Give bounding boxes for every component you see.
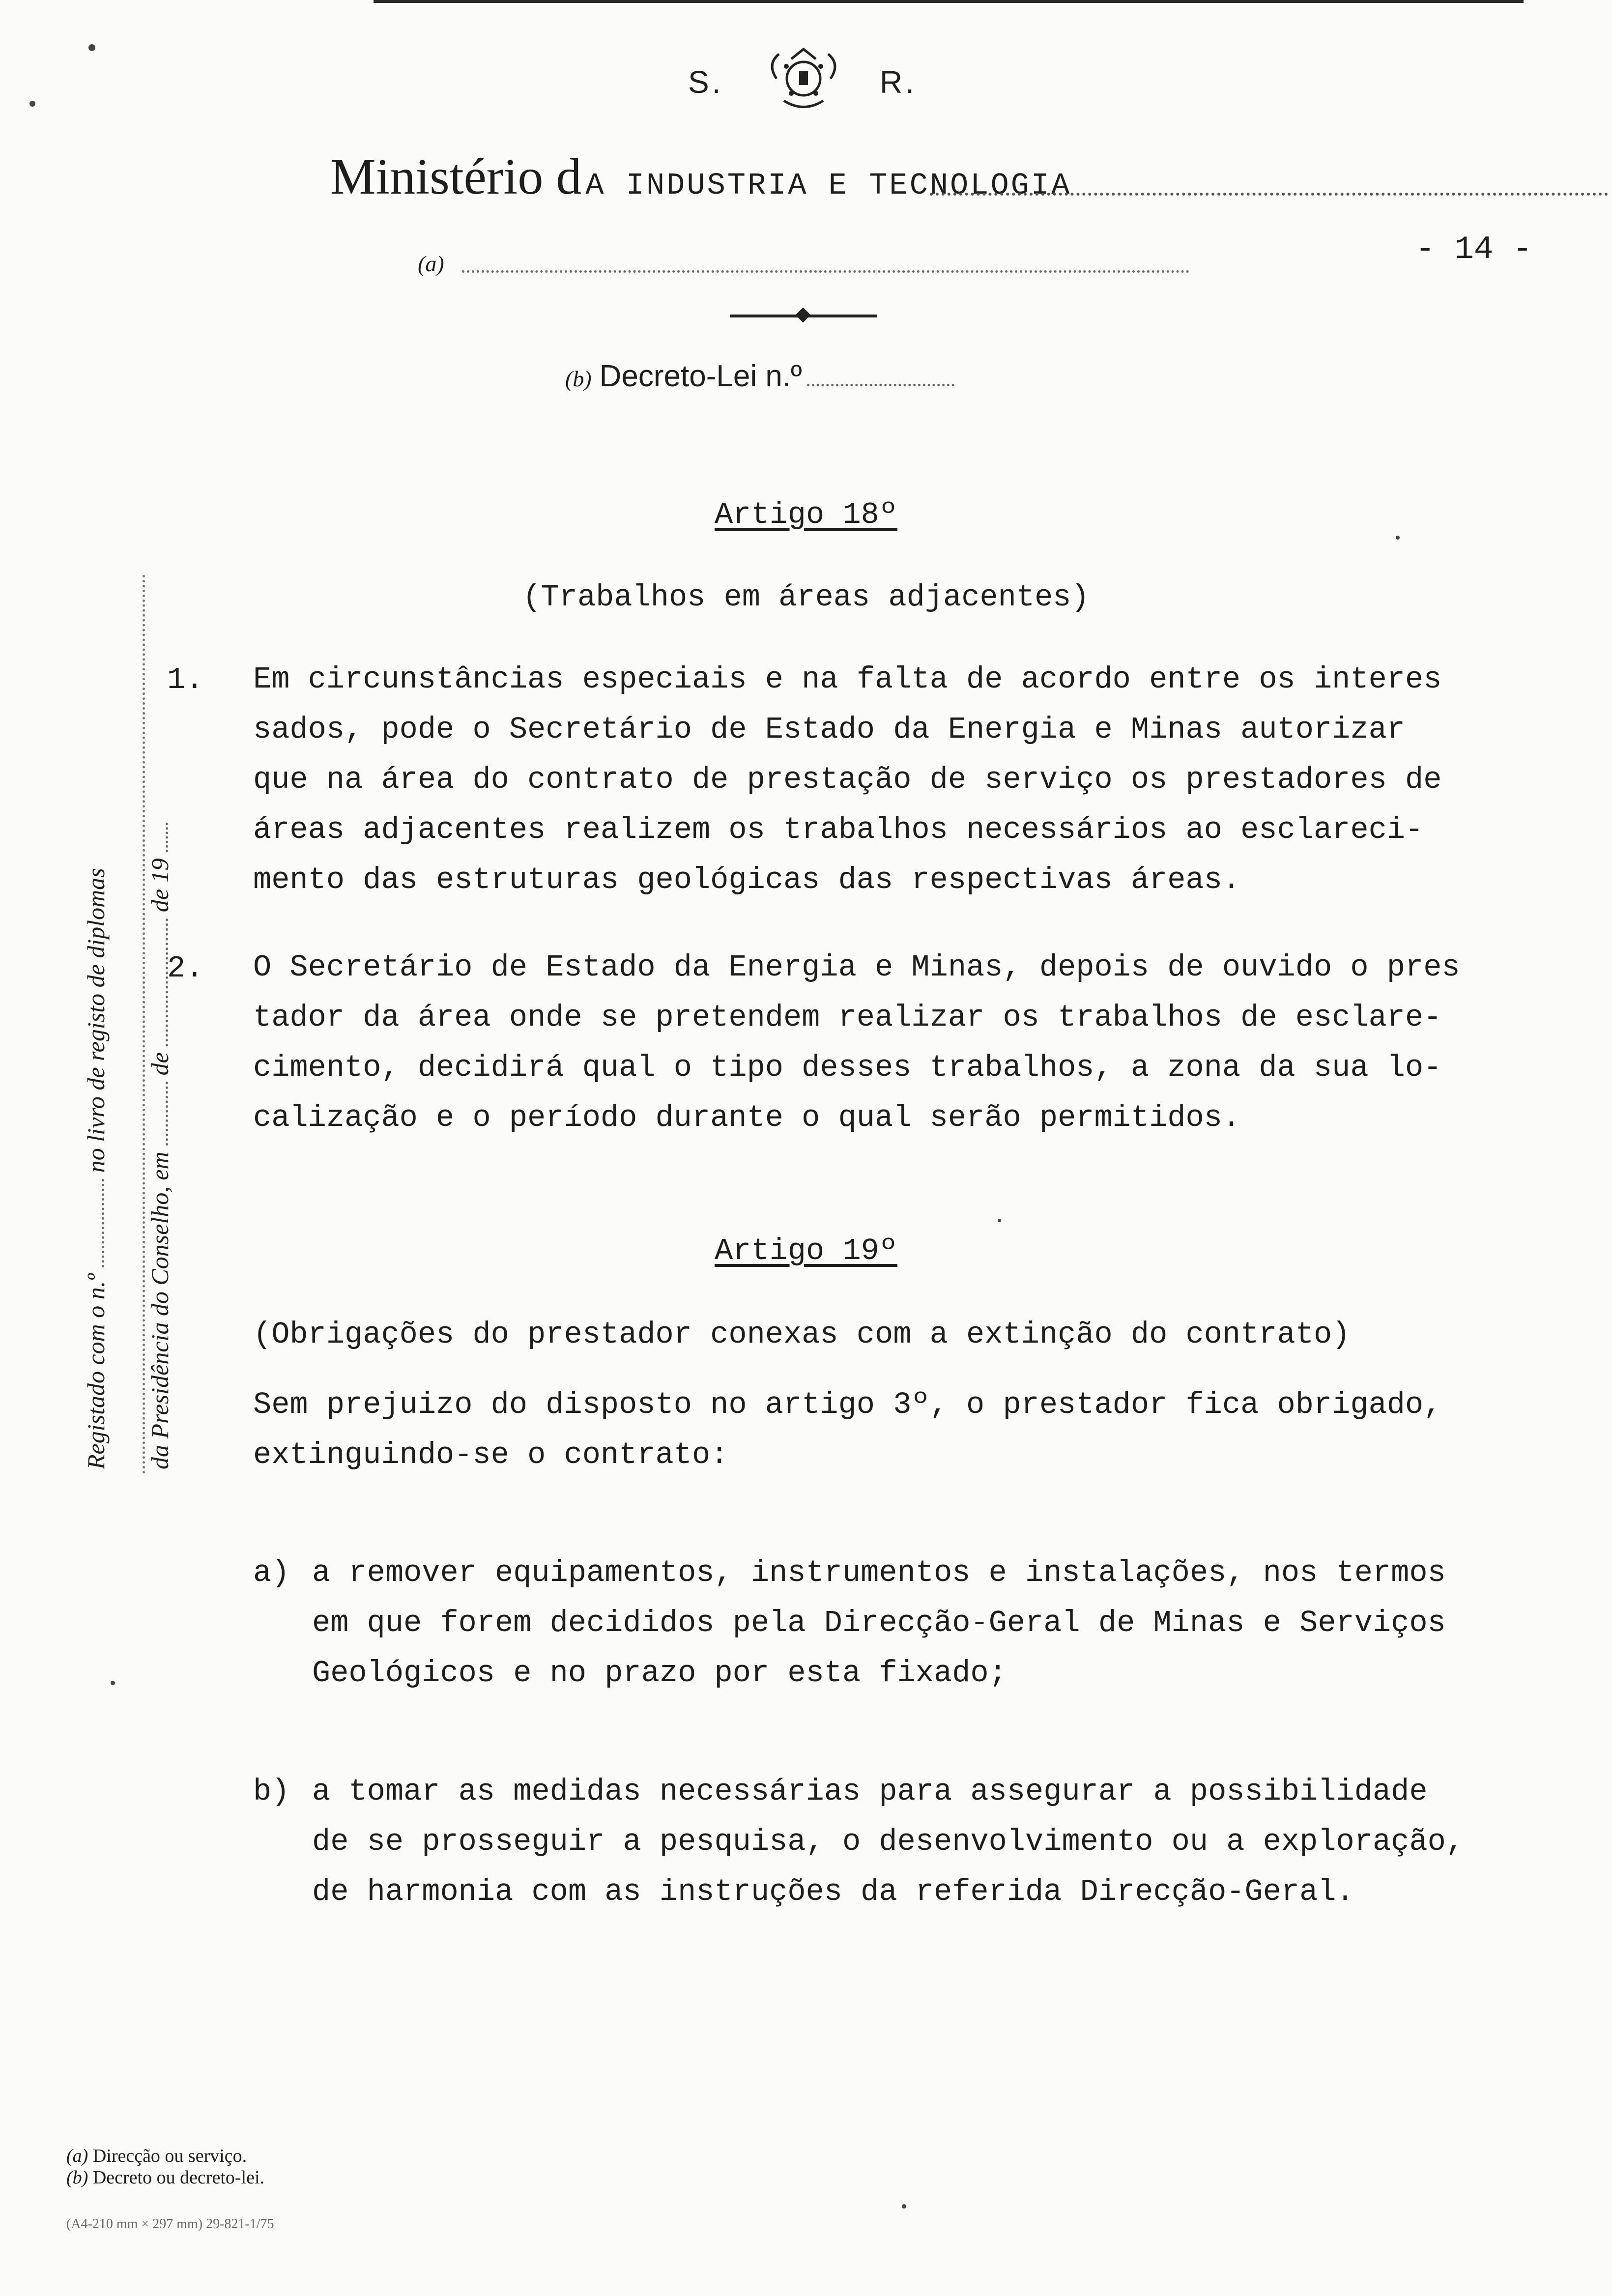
top-edge-line: [374, 0, 1524, 3]
ministry-department: A INDUSTRIA E TECNOLOGIA: [585, 168, 1072, 203]
margin-registado: Registado com o n.º: [82, 1273, 110, 1469]
scan-speck: [1396, 536, 1400, 540]
decree-marker: (b): [565, 366, 592, 391]
text-line: em que forem decididos pela Direcção-Geral de Minas e Serviços: [312, 1606, 1446, 1640]
footnote-a-key: (a): [66, 2146, 88, 2166]
scan-speck: [998, 1219, 1001, 1222]
article-18-item-2-number: 2.: [167, 951, 204, 986]
text-line: calização e o período durante o qual serão permitidos.: [253, 1100, 1241, 1135]
footnote-b-text: Decreto ou decreto-lei.: [92, 2167, 265, 2188]
text-line: O Secretário de Estado da Energia e Minas, depois de ouvido o pres: [253, 950, 1460, 985]
ministry-lead: Ministério d: [330, 148, 582, 205]
decree-label: Decreto-Lei n.º: [599, 359, 802, 393]
state-header: [688, 64, 917, 100]
margin-livro: no livro de registo de diplomas: [82, 868, 110, 1173]
service-marker: (a): [418, 251, 444, 276]
text-line: Geológicos e no prazo por esta fixado;: [312, 1656, 1007, 1691]
text-line: sados, pode o Secretário de Estado da Energia e Minas autorizar: [253, 712, 1405, 747]
article-19-item-a-text: [312, 1548, 1590, 1698]
article-19-intro: [253, 1380, 1570, 1480]
article-19-item-b-label: b): [253, 1774, 290, 1809]
article-18-item-1-text: [253, 655, 1570, 905]
footnote-b-key: (b): [66, 2167, 88, 2188]
service-dotted-fill: [462, 270, 1189, 273]
text-line: a remover equipamentos, instrumentos e instalações, nos termos: [312, 1555, 1446, 1590]
article-19-item-a-label: a): [253, 1555, 290, 1590]
margin-de19: de 19: [146, 858, 173, 913]
margin-line-1: [64, 536, 128, 1469]
scan-speck: [88, 44, 95, 51]
print-code: (A4-210 mm × 297 mm) 29-821-1/75: [66, 2216, 274, 2232]
sr-left: S.: [688, 64, 724, 100]
article-18-subtitle: (Trabalhos em áreas adjacentes): [522, 580, 1090, 615]
decree-dotted-fill: [807, 384, 954, 386]
divider-diamond-icon: [795, 307, 810, 322]
header-divider: [730, 315, 877, 317]
scan-speck: [29, 101, 35, 107]
text-line: Em circunstâncias especiais e na falta de acordo entre os interes: [253, 662, 1442, 697]
republic-crest-icon: [757, 44, 850, 118]
margin-dots: [166, 1082, 168, 1146]
article-18-item-1-number: 1.: [167, 662, 204, 697]
text-line: Sem prejuizo do disposto no artigo 3º, o prestador fica obrigado,: [253, 1387, 1442, 1422]
text-line: cimento, decidirá qual o tipo desses trabalhos, a zona da sua lo-: [253, 1050, 1442, 1085]
footnote-a: [66, 2145, 264, 2167]
footnote-a-text: Direcção ou serviço.: [92, 2146, 247, 2166]
scan-speck: [111, 1681, 115, 1685]
text-line: tador da área onde se pretendem realizar os trabalhos de esclare-: [253, 1000, 1442, 1035]
text-line: a tomar as medidas necessárias para assegurar a possibilidade: [312, 1774, 1428, 1809]
article-18-title: Artigo 18º: [714, 497, 898, 532]
service-line: [418, 251, 444, 277]
ministry-dotted-fill: [930, 193, 1608, 196]
footnote-b: [66, 2167, 264, 2188]
text-line: de harmonia com as instruções da referida Direcção-Geral.: [312, 1874, 1354, 1909]
margin-presidencia: da Presidência do Conselho, em: [146, 1151, 173, 1469]
page-number: - 14 -: [1415, 231, 1532, 268]
article-19-title: Artigo 19º: [714, 1234, 898, 1268]
sr-right: R.: [880, 64, 917, 100]
scan-speck: [902, 2204, 906, 2209]
text-line: extinguindo-se o contrato:: [253, 1437, 729, 1472]
margin-dots: [166, 823, 168, 852]
ministry-line: [330, 147, 1274, 206]
text-line: que na área do contrato de prestação de serviço os prestadores de: [253, 762, 1442, 797]
text-line: áreas adjacentes realizem os trabalhos necessários ao esclareci-: [253, 812, 1424, 847]
footnotes: [66, 2145, 264, 2188]
article-19-subtitle: (Obrigações do prestador conexas com a extinção do contrato): [253, 1317, 1351, 1352]
margin-de: de: [146, 1052, 173, 1076]
article-18-item-2-text: [253, 943, 1570, 1143]
article-19-item-b-text: [312, 1767, 1590, 1917]
text-line: mento das estruturas geológicas das respectivas áreas.: [253, 862, 1241, 897]
decree-line: [565, 359, 954, 394]
text-line: de se prosseguir a pesquisa, o desenvolvimento ou a exploração,: [312, 1824, 1464, 1859]
